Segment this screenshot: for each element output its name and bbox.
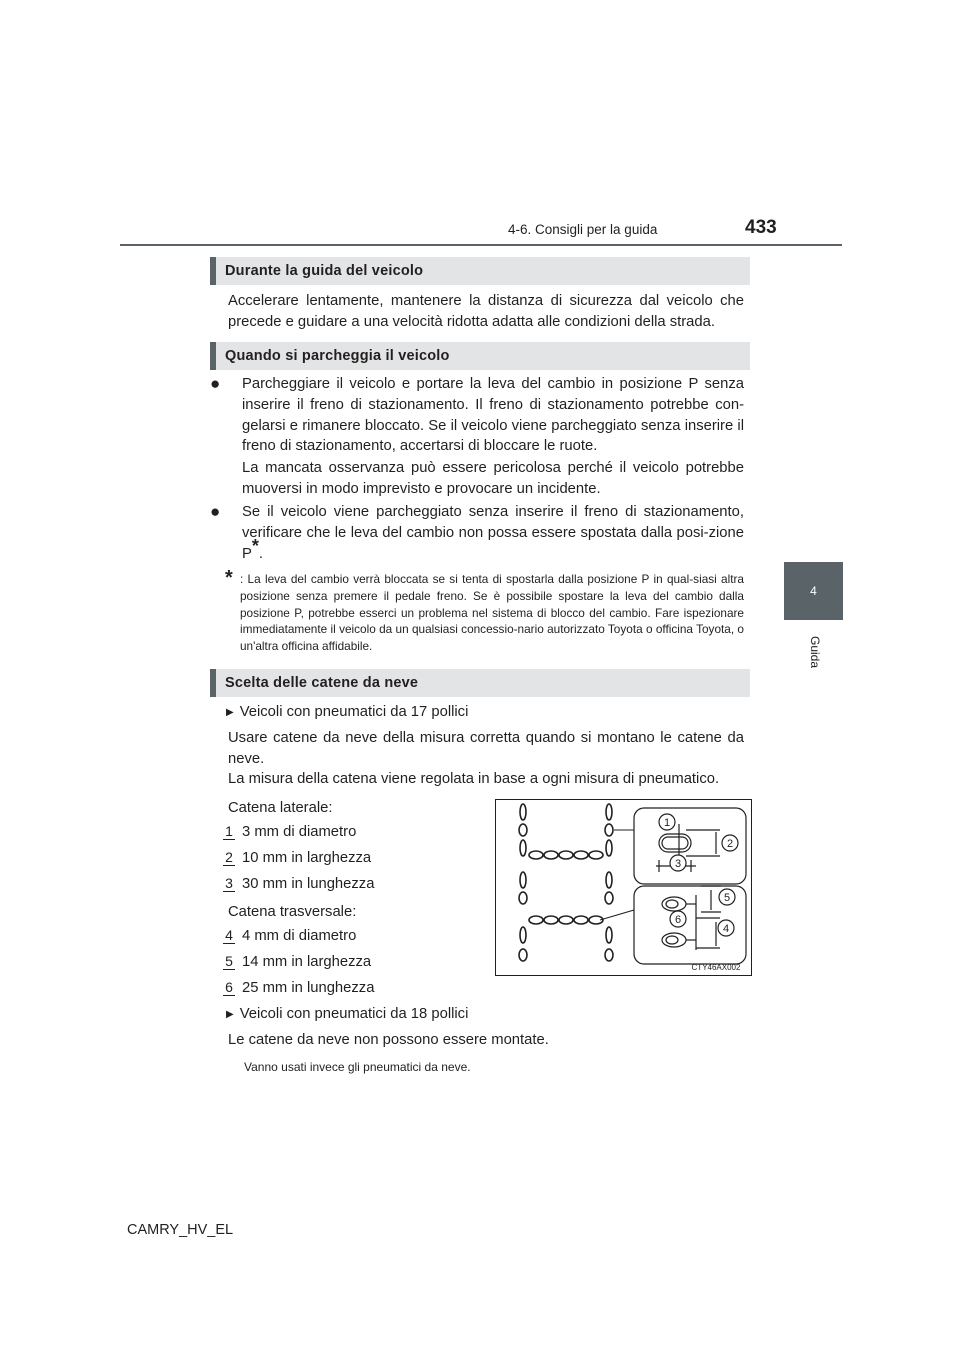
section-title-chains: Scelta delle catene da neve <box>225 675 419 691</box>
bullet-text <box>242 502 744 564</box>
bullet-dot-icon: ● <box>210 374 221 393</box>
spec-number: 1 <box>225 823 233 839</box>
side-chain-label: Catena laterale: <box>228 800 333 816</box>
footer-model: CAMRY_HV_EL <box>127 1222 234 1238</box>
snow-chain-illustration <box>496 800 751 975</box>
bullet-text-continued: La mancata osservanza può essere pericolosa perché il veicolo potrebbe muoversi in modo imprevisto e provocare un incidente. <box>242 460 744 497</box>
parking-bullet-2 <box>210 502 744 564</box>
spec-text: 10 mm in larghezza <box>242 850 372 866</box>
callout-label: 2 <box>726 838 734 850</box>
callout-label: 4 <box>722 923 730 935</box>
subheading-18-text: Veicoli con pneumatici da 18 pollici <box>239 1006 469 1022</box>
spec-number: 6 <box>225 979 233 995</box>
spec-text: 4 mm di diametro <box>242 928 357 944</box>
bullet-2-text: Se il veicolo viene parcheggiato senza inserire il freno di stazionamento, verificare che le leva del cambio non possa essere spostata dalla posi-zione P <box>242 504 744 562</box>
triangle-right-icon: ▶ <box>226 707 234 718</box>
bullet-dot-icon: ● <box>210 502 221 521</box>
subheading-17-text: Veicoli con pneumatici da 17 pollici <box>239 704 469 720</box>
chains-note: Vanno usati invece gli pneumatici da neve. <box>244 1060 471 1074</box>
chains-text-2: La misura della catena viene regolata in base a ogni misura di pneumatico. <box>228 771 720 787</box>
spec-text: 30 mm in lunghezza <box>242 876 375 892</box>
spec-text: 25 mm in lunghezza <box>242 980 375 996</box>
section-title-parking: Quando si parcheggia il veicolo <box>225 348 450 364</box>
section-title-driving: Durante la guida del veicolo <box>225 263 424 279</box>
section-bar-marker <box>210 342 216 370</box>
parking-bullet-1 <box>210 374 744 500</box>
header-rule <box>120 244 842 246</box>
bullet-text: Parcheggiare il veicolo e portare la leva del cambio in posizione P senza inserire il freno di stazionamento. Il freno di stazionamento potrebbe con-gelarsi e rimanere bloccato. Se il veicolo viene parcheggiato senza inserire il freno di stazionamento, accertarsi di bloccare le ruote. <box>242 376 744 455</box>
spec-text: 3 mm di diametro <box>242 824 357 840</box>
chains-text-3: Le catene da neve non possono essere montate. <box>228 1032 549 1048</box>
spec-number: 3 <box>225 875 233 891</box>
section-heading: 4-6. Consigli per la guida <box>508 222 658 237</box>
spec-text: 14 mm in larghezza <box>242 954 372 970</box>
page-number: 433 <box>745 217 777 238</box>
bullet-2-end: . <box>258 545 264 562</box>
chapter-title: Guida <box>808 635 822 669</box>
cross-chain-label: Catena trasversale: <box>228 904 357 920</box>
subheading-17 <box>226 702 468 723</box>
callout-label: 3 <box>674 858 682 870</box>
chapter-number: 4 <box>810 584 817 598</box>
spec-number: 4 <box>225 927 233 943</box>
section-bar-marker <box>210 669 216 697</box>
callout-label: 6 <box>674 914 682 926</box>
section-bar-parking <box>210 342 750 370</box>
spec-number: 2 <box>225 849 233 865</box>
callout-label: 1 <box>663 817 671 829</box>
section-bar-driving <box>210 257 750 285</box>
chains-text-1: Usare catene da neve della misura corretta quando si montano le catene da neve. <box>228 730 744 767</box>
subheading-18 <box>226 1004 468 1025</box>
footnote-mark: * <box>225 567 233 589</box>
footnote-text: : La leva del cambio verrà bloccata se si tenta di spostarla dalla posizione P in qual-siasi altra posizione senza premere il pedale freno. Se è possibile spostare la leva del cambio dalla posizione P, potrebbe esserci un problema nel sistema di blocco del cambio. Fare ispezionare immediatamente il veicolo da un qualsiasi concessio-nario autorizzato Toyota o officina Toyota, o un'altra officina affidabile. <box>240 572 744 654</box>
section-bar-marker <box>210 257 216 285</box>
footnote <box>225 567 744 655</box>
spec-number: 5 <box>225 953 233 969</box>
callout-label: 5 <box>723 892 731 904</box>
triangle-right-icon: ▶ <box>226 1009 234 1020</box>
driving-text: Accelerare lentamente, mantenere la distanza di sicurezza dal veicolo che precede e guidare a una velocità ridotta adatta alle condizioni della strada. <box>228 293 744 330</box>
diagram-code: CTY46AX002 <box>691 963 741 972</box>
snow-chain-diagram <box>495 799 752 976</box>
footnote-ref: * <box>251 535 259 556</box>
section-bar-chains <box>210 669 750 697</box>
